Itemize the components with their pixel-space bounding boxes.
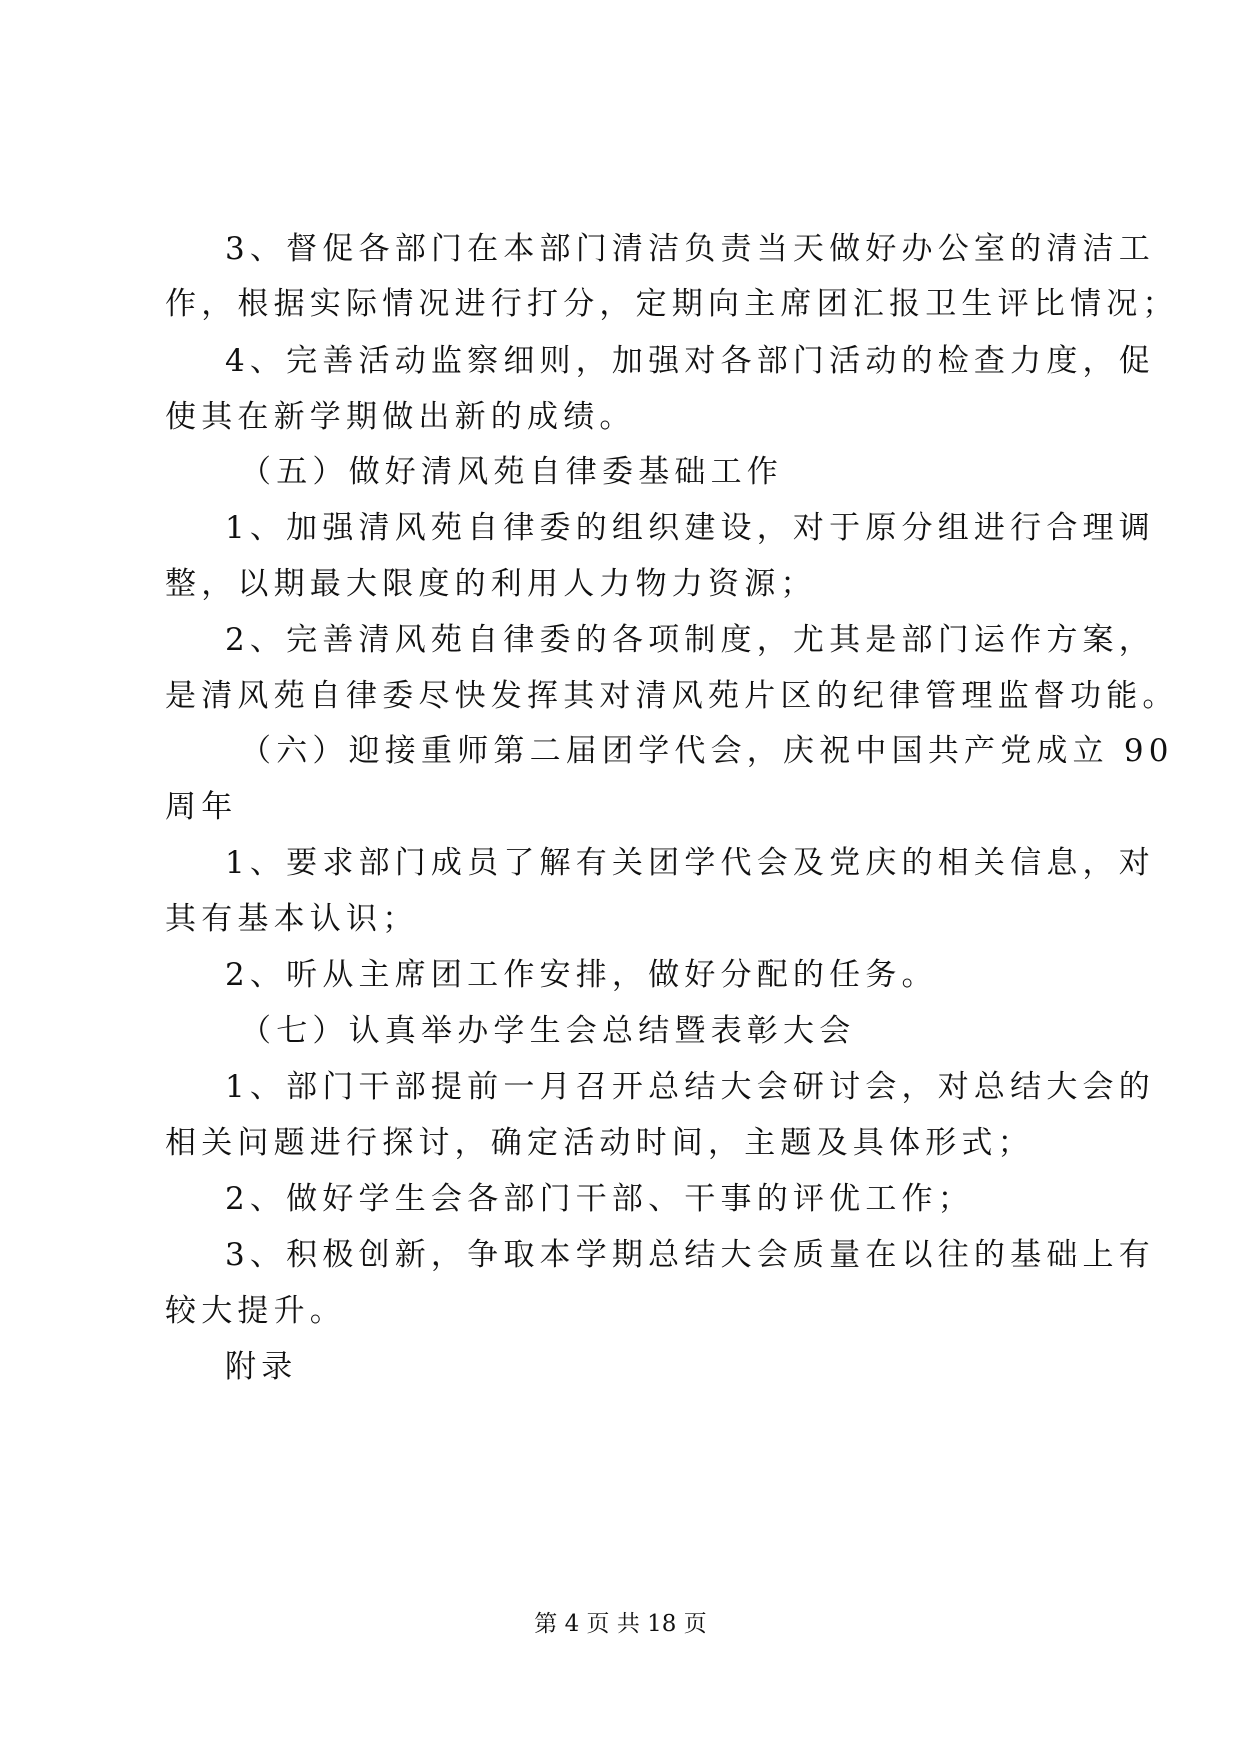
paragraph-line: 2、听从主席团工作安排，做好分配的任务。 [225, 957, 938, 993]
section-heading: （六）迎接重师第二届团学代会，庆祝中国共产党成立 90 [240, 733, 1174, 769]
paragraph-line: 3、积极创新，争取本学期总结大会质量在以往的基础上有 [225, 1237, 1155, 1273]
section-heading-continuation: 周年 [165, 789, 238, 825]
paragraph-line: 其有基本认识； [165, 901, 419, 937]
paragraph-line: 1、要求部门成员了解有关团学代会及党庆的相关信息，对 [225, 845, 1155, 881]
page-footer: 第 4 页 共 18 页 [534, 1611, 707, 1637]
section-heading: （五）做好清风苑自律委基础工作 [240, 454, 783, 490]
paragraph-line: 整，以期最大限度的利用人力物力资源； [165, 566, 817, 602]
paragraph-line: 3、督促各部门在本部门清洁负责当天做好办公室的清洁工 [225, 231, 1155, 267]
appendix-heading: 附录 [225, 1349, 298, 1385]
paragraph-line: 1、加强清风苑自律委的组织建设，对于原分组进行合理调 [225, 510, 1155, 546]
paragraph-line: 4、完善活动监察细则，加强对各部门活动的检查力度，促 [225, 343, 1155, 379]
paragraph-line: 1、部门干部提前一月召开总结大会研讨会，对总结大会的 [225, 1069, 1155, 1105]
paragraph-line: 作，根据实际情况进行打分，定期向主席团汇报卫生评比情况； [165, 286, 1179, 322]
paragraph-line: 2、做好学生会各部门干部、干事的评优工作； [225, 1181, 974, 1217]
paragraph-line: 使其在新学期做出新的成绩。 [165, 399, 636, 435]
paragraph-line: 相关问题进行探讨，确定活动时间，主题及具体形式； [165, 1125, 1034, 1161]
paragraph-line: 是清风苑自律委尽快发挥其对清风苑片区的纪律管理监督功能。 [165, 678, 1179, 714]
section-heading: （七）认真举办学生会总结暨表彰大会 [240, 1013, 856, 1049]
paragraph-line: 2、完善清风苑自律委的各项制度，尤其是部门运作方案， [225, 622, 1155, 658]
paragraph-line: 较大提升。 [165, 1293, 346, 1329]
